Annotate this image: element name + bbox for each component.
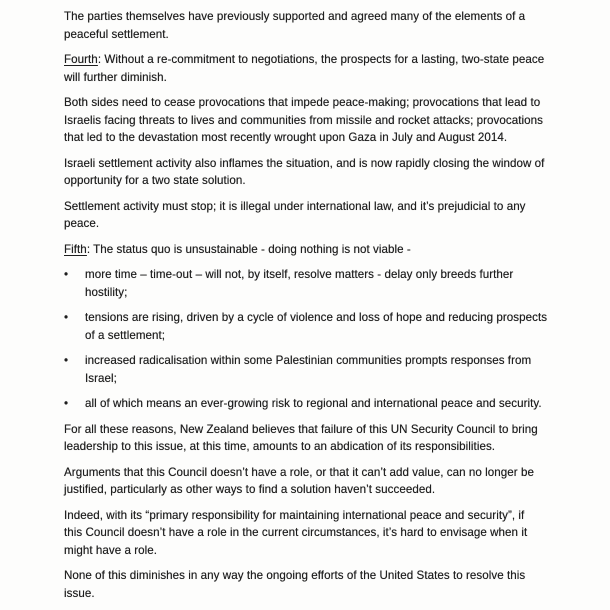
paragraph: [64, 507, 572, 560]
text-line: Israeli settlement activity also inflames the situation, and is now rapidly closing the window of: [64, 156, 545, 170]
text-line: all of which means an ever-growing risk to regional and international peace and security.: [85, 397, 542, 410]
underlined-term-fifth: Fifth: [64, 242, 87, 256]
text-segment: : The status quo is unsustainable - doing nothing is not viable -: [86, 242, 411, 256]
list-item: [64, 266, 572, 301]
paragraph: [64, 51, 572, 86]
underlined-term-fourth: Fourth: [64, 53, 98, 66]
text-line: [64, 51, 572, 69]
bullet-icon: •: [64, 354, 69, 367]
text-line: tensions are rising, driven by a cycle of violence and loss of hope and reducing prospects: [85, 311, 548, 324]
text-line: Indeed, with its “primary responsibility for maintaining international peace and security”, if: [64, 508, 525, 522]
text-line: The parties themselves have previously supported and agreed many of the elements of a: [64, 10, 526, 23]
text-line: might have a role.: [64, 543, 158, 557]
text-line: this Council doesn’t have a role in the current circumstances, it’s hard to envisage when it: [64, 526, 528, 539]
text-line: Arguments that this Council doesn’t have a role, or that it can’t add value, can no longer be: [64, 465, 534, 479]
paragraph: [64, 198, 572, 233]
text-line: more time – time-out – will not, by itself, resolve matters - delay only breeds further: [85, 268, 514, 281]
text-line: peaceful settlement.: [64, 27, 169, 41]
text-line: peace.: [64, 217, 100, 230]
text-line: Israelis facing threats to lives and communities from missile and rocket attacks; provocations: [64, 113, 543, 127]
paragraph: [64, 94, 572, 147]
paragraph: [64, 8, 572, 43]
text-line: justified, particularly as other ways to find a solution haven’t succeeded.: [64, 483, 436, 496]
text-line: will further diminish.: [64, 70, 167, 84]
text-line: leadership to this issue, at this time, amounts to an abdication of its responsibilities.: [64, 440, 496, 453]
bullet-text: [85, 352, 572, 387]
bullet-text: [85, 266, 572, 301]
bullet-icon: •: [64, 268, 69, 281]
text-line: hostility;: [85, 285, 128, 299]
text-line: that led to the devastation most recently wrought upon Gaza in July and August 2014.: [64, 131, 508, 144]
paragraph: [64, 421, 572, 456]
list-item: [64, 309, 572, 344]
list-item: [64, 352, 572, 387]
text-line: For all these reasons, New Zealand believes that failure of this UN Security Council to bring: [64, 422, 538, 436]
text-line: Both sides need to cease provocations that impede peace-making; provocations that lead to: [64, 96, 541, 109]
bullet-icon: •: [64, 311, 69, 324]
paragraph: [64, 241, 572, 259]
text-line: increased radicalisation within some Palestinian communities prompts responses from: [85, 354, 532, 367]
bullet-text: [85, 395, 572, 413]
paragraph: [64, 567, 572, 602]
text-line: Settlement activity must stop; it is illegal under international law, and it’s prejudicial to any: [64, 199, 526, 213]
paragraph: [64, 464, 572, 499]
text-line: issue.: [64, 586, 95, 600]
text-line: [64, 241, 572, 259]
list-item: [64, 395, 572, 413]
text-line: None of this diminishes in any way the ongoing efforts of the United States to resolve this: [64, 569, 526, 582]
paragraph: [64, 155, 572, 190]
text-line: of a settlement;: [85, 328, 166, 342]
bullet-icon: •: [64, 397, 69, 410]
text-segment: : Without a re-commitment to negotiations, the prospects for a lasting, two-state peace: [97, 53, 545, 66]
text-line: opportunity for a two state solution.: [64, 174, 246, 187]
text-line: Israel;: [85, 371, 117, 385]
bullet-text: [85, 309, 572, 344]
